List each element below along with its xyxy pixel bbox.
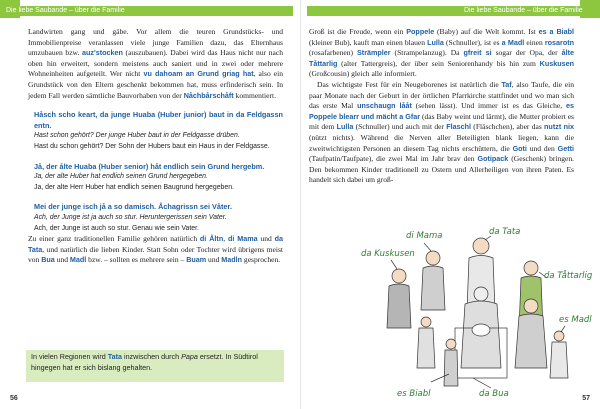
text-run: , also Taufe, die ein paar Monate nach der Geburt in der örtlichen Pfarrkirche stattfindet und wo man sich das erste Mal: [309, 79, 574, 111]
info-box: In vielen Regionen wird Tata inzwischen durch Papa ersetzt. In Südtirol hingegen hat er sich bislang gehalten.: [26, 350, 284, 382]
dialect-term: di Åltn: [199, 234, 224, 244]
text-run: (Schnuller) und auch mit der: [353, 122, 447, 132]
header-corner-tab: [580, 0, 600, 18]
dialect-sentence: Mei der junge isch jå a so damisch. Åchagrissn sei Våter.: [34, 202, 232, 212]
running-header: Die liebe Saubande – über die Familie: [6, 7, 125, 14]
text-run: (auszubauen). Dabei wird das Haus nicht nur nach oben hin erweitert, sondern meistens auch saniert und in zwei oder mehrere Wohneinheiten aufgeteilt. Wer nicht: [28, 48, 283, 79]
paragraph: [309, 80, 574, 186]
dialect-term: ålte Tåttarlig: [309, 48, 575, 68]
text-run: sogar der Opa, der: [491, 48, 562, 58]
page-number: 56: [10, 395, 18, 402]
text-run: (das Baby weint und lärmt), die Mutter probiert es mit dem: [309, 111, 574, 132]
dialect-term: es Poppele blearr und mächt a Gfar: [309, 101, 574, 121]
dialect-term: Goti: [512, 143, 527, 153]
literal-translation: Ja, der alte Huber hat endlich seinen Grund hergegeben.: [34, 173, 208, 181]
text-run: kommentiert.: [233, 90, 276, 100]
text-run: (Baby) auf die Welt kommt. Ist: [434, 27, 539, 36]
text-run: gesprochen.: [242, 255, 281, 265]
label-tattarlig: da Tåttarlig: [544, 271, 593, 281]
text-run: (Schnuller), ist es: [443, 37, 502, 47]
dialect-term: rosarotn: [544, 37, 574, 47]
dialect-sentence: Håsch scho keart, da junge Huaba (Huber junior) baut in da Feldgassn entn.: [34, 110, 283, 130]
literal-translation: Ach, der Junge ist ja auch so stur. Heruntergerissen sein Vater.: [34, 213, 227, 221]
left-text-column: [28, 27, 283, 266]
text-run: , und natürlich die lieben Kinder. Statt Sohn oder Tochter wird übrigens meist von: [28, 244, 283, 265]
text-run: bzw. – sollten es mehrere sein –: [86, 255, 187, 265]
dialect-term: Buam: [186, 255, 207, 265]
dialect-term: vu dahoam an Grund griag hat: [143, 69, 254, 79]
text-run: Landwirten gang und gäbe. Vor allem die teuren Grundstücks- und Immobilienpreise veranlassen viele junge Familien dazu, das Elternhaus umzubauen bzw.: [28, 27, 283, 58]
dialect-term: di Mama: [227, 234, 258, 244]
text-run: und: [54, 255, 70, 265]
dialect-term: Lulla: [427, 37, 444, 47]
right-text-column: [309, 27, 574, 186]
dialect-example: [34, 110, 283, 152]
text-run: (Großcousin) gleich alle informiert.: [309, 69, 417, 79]
dialect-term: unschaugn lååt: [357, 101, 412, 111]
text-run: (Strampelanzug). Da: [390, 48, 464, 58]
right-page: [300, 0, 600, 409]
text-run: und: [257, 234, 275, 244]
dialect-term: Poppele: [406, 27, 435, 36]
text-run: ,: [223, 234, 228, 244]
dialect-term: Gotipack: [477, 154, 509, 164]
text-run: Das wichtigste Fest für ein Neugeborenes ist natürlich die: [317, 79, 502, 89]
standard-translation: Ja, der alte Herr Huber hat endlich seinen Baugrund hergegeben.: [34, 183, 234, 191]
text-run: (kleiner Bub), kauft man einen blauen: [309, 37, 428, 47]
dialect-term: Kuskusen: [539, 58, 574, 68]
label-madl: es Madl: [559, 315, 592, 325]
dialect-example: [34, 202, 283, 234]
dialect-example: [34, 162, 283, 194]
family-illustration: [361, 218, 600, 409]
paragraph: [28, 27, 283, 101]
dialect-term: Lulla: [336, 122, 354, 132]
text-run: einen: [524, 37, 545, 47]
label-tata: da Tata: [489, 227, 521, 237]
dialect-term: Taf: [501, 79, 512, 89]
page-number: 57: [582, 395, 590, 402]
standard-translation: Ach, der Junge ist auch so stur. Genau wie sein Vater.: [34, 224, 199, 232]
dialect-term: Flaschl: [446, 122, 472, 132]
text-run: (alter Tattergreis), der über sein Seniorenhandy bis hin zum: [337, 58, 540, 68]
text-run: (Geschenk) bringen. Den bekommen Kinder traditionell zu Ostern und Allerheiligen von ihren Paten. Es handelt sich dabei um groß-: [309, 154, 575, 185]
label-bua: da Bua: [479, 389, 509, 399]
literal-translation: Hast schon gehört? Der junge Huber baut in der Feldgasse drüben.: [34, 132, 240, 140]
label-biabl: es Biabl: [397, 389, 431, 399]
text-run: (sehen lässt). Und immer ist es das Gleiche,: [411, 101, 566, 111]
text-run: und den: [526, 143, 558, 153]
text-run: Zu einer ganz traditionellen Familie gehören natürlich: [28, 234, 200, 244]
dialect-term: Getti: [557, 143, 574, 153]
dialect-term: gfreit si: [463, 48, 492, 58]
text-run: (Taufpatin/Taufpate), die zwei Mal im Jahr brav den: [309, 154, 478, 164]
label-mama: di Mama: [406, 231, 443, 241]
dialect-term: Nåchbårschåft: [183, 90, 234, 100]
dialect-term: Madl: [69, 255, 87, 265]
dialect-term: da Tata: [28, 234, 284, 254]
running-header: Die liebe Saubande – über die Familie: [464, 7, 583, 14]
dialect-term: es a Biabl: [538, 27, 575, 36]
dialect-term: a Madl: [501, 37, 525, 47]
dialect-term: Madln: [221, 255, 243, 265]
dialect-term: Strämpler: [357, 48, 391, 58]
text-run: , also ein Grundstück von den Eltern geschenkt bekommen hat, muss erfinderisch sein. In jedem Fall werden sämtliche Bauvorhaben von der: [28, 69, 284, 100]
text-run: und: [206, 255, 222, 265]
text-run: (rosafarbenen): [309, 48, 357, 58]
dialect-term: Bua: [41, 255, 55, 265]
dialect-sentence: Jå, der ålte Huaba (Huber senior) håt endlich sein Grund hergebm.: [34, 161, 265, 171]
dialect-term: nutzt nix: [544, 122, 574, 132]
text-run: (Fläschchen), aber das: [471, 122, 545, 132]
paragraph: [28, 234, 283, 266]
paragraph: [309, 27, 574, 80]
label-kuskusen: da Kuskusen: [361, 249, 415, 259]
dialog-examples: [28, 110, 283, 234]
standard-translation: Hast du schon gehört? Der Sohn der Hubers baut ein Haus in der Feldgasse.: [34, 142, 270, 150]
text-run: (nützt nichts). Während die Nerven aller Beteiligten blank liegen, kann die zweitwichtigsten Personen an diesem Tag nichts erschüttern, die: [309, 132, 574, 153]
dialect-term: auz'stocken: [82, 48, 123, 58]
text-run: Groß ist die Freude, wenn ein: [309, 27, 407, 36]
